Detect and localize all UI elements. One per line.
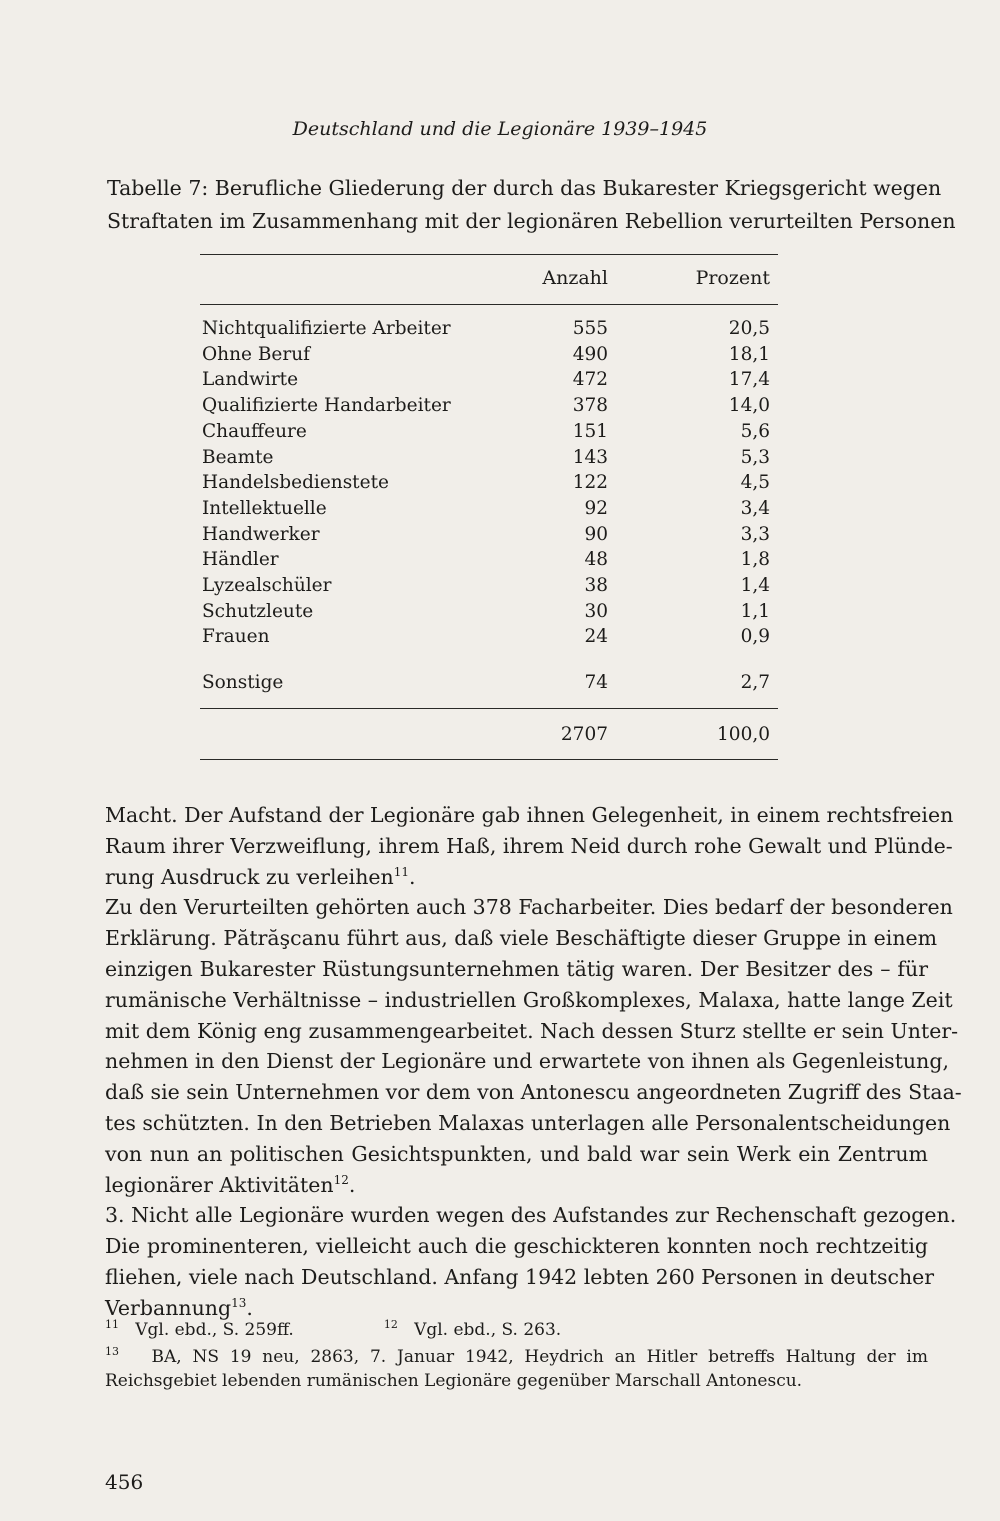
table-row — [200, 344, 778, 369]
body-text — [105, 800, 962, 1324]
row-count: 378 — [572, 395, 608, 417]
row-label: Lyzealschüler — [202, 575, 332, 596]
row-percent: 1,1 — [740, 600, 770, 622]
footnote-ref: 11 — [393, 864, 410, 879]
table-row — [200, 524, 778, 549]
table-row — [200, 601, 778, 626]
row-percent: 1,8 — [740, 549, 770, 571]
row-percent: 0,9 — [740, 626, 770, 648]
table-row — [200, 447, 778, 472]
text-line: Raum ihrer Verzweiflung, ihrem Haß, ihrem Neid durch rohe Gewalt und Plünde- — [105, 833, 953, 858]
footnote-text: Vgl. ebd., S. 263. — [414, 1320, 562, 1340]
text-line: legionärer Aktivitäten$^{12}$. — [105, 1172, 356, 1197]
row-percent: 14,0 — [728, 395, 770, 417]
table-row — [200, 421, 778, 446]
total-count: 2707 — [560, 724, 608, 745]
row-label: Qualifizierte Handarbeiter — [202, 395, 451, 417]
row-percent: 4,5 — [740, 472, 770, 494]
table-rule-sum — [200, 708, 778, 709]
row-label: Landwirte — [202, 369, 299, 391]
footnote-number: 13 — [105, 1345, 119, 1358]
paragraph-3 — [105, 1200, 957, 1323]
text-line: einzigen Bukarester Rüstungsunternehmen tätig waren. Der Besitzer des – für — [105, 956, 928, 981]
text-line: rung Ausdruck zu verleihen$^{11}$. — [105, 864, 416, 889]
row-label: Frauen — [202, 626, 270, 648]
row-percent: 3,4 — [740, 497, 770, 519]
row-label: Chauffeure — [202, 420, 307, 442]
text-line: rumänische Verhältnisse – industriellen Großkomplexes, Malaxa, hatte lange Zeit — [105, 987, 953, 1012]
row-count: 92 — [584, 497, 608, 519]
text-line: tes schützten. In den Betrieben Malaxas unterlagen alle Personalentscheidungen — [105, 1110, 951, 1135]
text-line: Macht. Der Aufstand der Legionäre gab ihnen Gelegenheit, in einem rechtsfreien — [105, 803, 954, 827]
footnote-line: Reichsgebiet lebenden rumänischen Legionäre gegenüber Marschall Antonescu. — [105, 1371, 803, 1391]
text-line: Zu den Verurteilten gehörten auch 378 Facharbeiter. Dies bedarf der besonderen — [105, 895, 953, 920]
footnote-number: 11 — [105, 1318, 119, 1331]
row-percent: 17,4 — [728, 369, 770, 391]
table-row-total — [200, 724, 778, 749]
footnote-11-12 — [105, 1318, 928, 1342]
table-row — [200, 575, 778, 600]
table-row — [200, 318, 778, 343]
row-percent: 3,3 — [740, 523, 770, 545]
text-line: nehmen in den Dienst der Legionäre und erwartete von ihnen als Gegenleistung, — [105, 1049, 949, 1074]
text-line: Erklärung. Pătrăşcanu führt aus, daß viele Beschäftigte dieser Gruppe in einem — [105, 926, 938, 951]
table-row-other — [200, 672, 778, 697]
table-row — [200, 472, 778, 497]
text-line: von nun an politischen Gesichtspunkten, und bald war sein Werk ein Zentrum — [105, 1141, 928, 1166]
table-caption — [107, 172, 956, 238]
header-percent: Prozent — [695, 267, 770, 289]
row-label: Handwerker — [202, 523, 320, 545]
row-label: Nichtqualifizierte Arbeiter — [202, 318, 451, 339]
text-line: Verbannung$^{13}$. — [105, 1295, 253, 1320]
row-count: 48 — [584, 549, 608, 571]
row-percent: 20,5 — [728, 318, 770, 339]
table-row — [200, 549, 778, 574]
row-label: Schutzleute — [202, 600, 314, 622]
footnote-ref: 13 — [231, 1295, 247, 1310]
row-count: 490 — [572, 343, 608, 365]
row-label: Ohne Beruf — [202, 343, 310, 365]
row-percent: 2,7 — [740, 672, 770, 693]
row-label: Beamte — [202, 446, 274, 468]
table-row — [200, 498, 778, 523]
footnote-number: 12 — [383, 1318, 398, 1331]
row-count: 74 — [584, 672, 608, 693]
row-count: 90 — [584, 523, 608, 545]
row-percent: 1,4 — [740, 575, 770, 596]
text-line: daß sie sein Unternehmen vor dem von Antonescu angeordneten Zugriff des Staa- — [105, 1080, 962, 1105]
text-line: 3. Nicht alle Legionäre wurden wegen des Aufstandes zur Rechenschaft gezogen. — [105, 1203, 957, 1228]
table-rule-header — [200, 304, 778, 305]
header-count: Anzahl — [542, 267, 608, 289]
footnote-13 — [105, 1345, 928, 1393]
row-label: Intellektuelle — [202, 497, 327, 519]
row-count: 472 — [572, 369, 608, 391]
total-percent: 100,0 — [717, 724, 770, 745]
table-row — [200, 395, 778, 420]
row-percent: 18,1 — [728, 343, 770, 365]
page-number: 456 — [105, 1470, 144, 1494]
text-line: fliehen, viele nach Deutschland. Anfang 1942 lebten 260 Personen in deutscher — [105, 1264, 935, 1289]
footnote-ref: 12 — [333, 1172, 349, 1187]
row-count: 151 — [572, 420, 608, 442]
row-label: Sonstige — [202, 672, 284, 693]
row-count: 122 — [572, 472, 608, 494]
caption-line: Straftaten im Zusammenhang mit der legionären Rebellion verurteilten Personen — [107, 209, 956, 233]
footnote-text: Vgl. ebd., S. 259ff. — [135, 1320, 294, 1340]
paragraph-1 — [105, 800, 954, 892]
text-line: Die prominenteren, vielleicht auch die geschickteren konnten noch rechtzeitig — [105, 1234, 928, 1259]
footnote-line: $^{13}$ BA, NS 19 neu, 2863, 7. Januar 1942, Heydrich an Hitler betreffs Haltung der im — [105, 1345, 928, 1367]
table-row — [200, 626, 778, 651]
row-count: 24 — [584, 626, 608, 648]
row-label: Händler — [202, 549, 279, 571]
text-line: mit dem König eng zusammengearbeitet. Nach dessen Sturz stellte er sein Unter- — [105, 1018, 959, 1043]
row-count: 555 — [572, 318, 608, 339]
table-rule-bottom — [200, 759, 778, 760]
row-percent: 5,6 — [740, 420, 770, 442]
caption-line: Tabelle 7: Berufliche Gliederung der durch das Bukarester Kriegsgericht wegen — [107, 176, 942, 200]
row-count: 30 — [584, 600, 608, 622]
paragraph-2 — [105, 892, 962, 1200]
row-percent: 5,3 — [740, 446, 770, 468]
table-rule-top — [200, 254, 778, 255]
row-count: 143 — [572, 446, 608, 468]
running-head: Deutschland und die Legionäre 1939–1945 — [292, 118, 708, 140]
row-label: Handelsbedienstete — [202, 472, 389, 494]
table-row — [200, 369, 778, 394]
row-count: 38 — [584, 575, 608, 596]
